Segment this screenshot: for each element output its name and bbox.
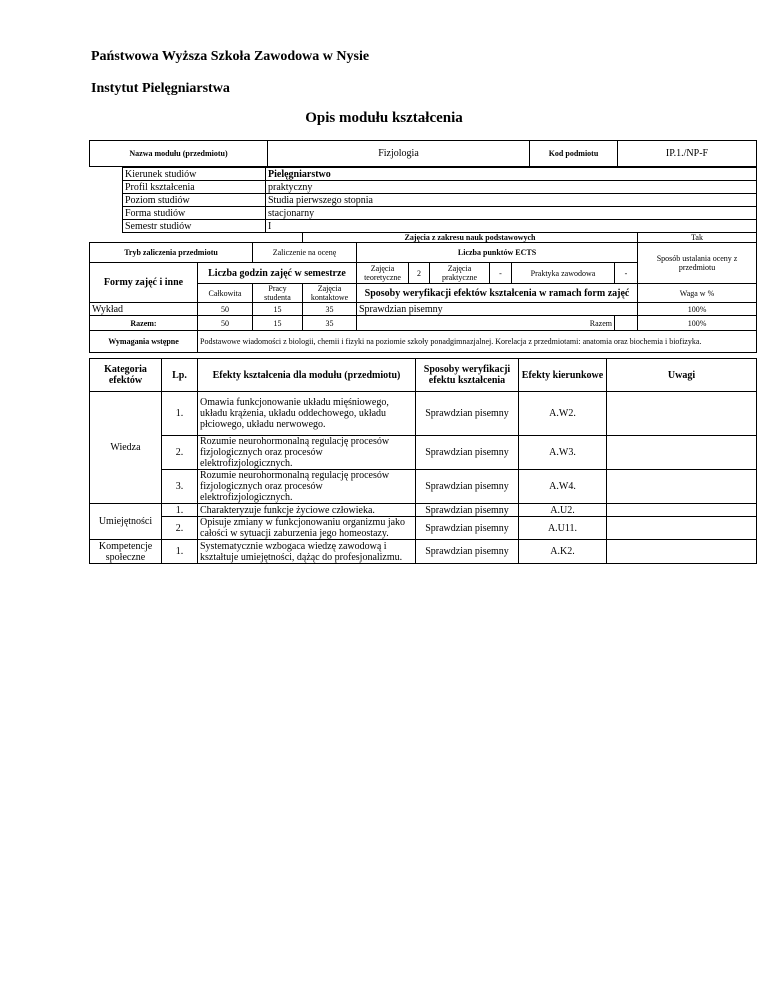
category-kompetencje: Kompetencje społeczne (90, 540, 162, 564)
tryb-label: Tryb zaliczenia przedmiotu (90, 243, 253, 263)
praktyczne-value: - (490, 263, 512, 284)
kontaktowe-label: Zajęcia kontaktowe (303, 284, 357, 303)
razem-label: Razem: (90, 316, 198, 331)
row-method: Sprawdzian pisemny (416, 470, 519, 504)
row-lp: 3. (162, 470, 198, 504)
praktyka-zawodowa-value: - (615, 263, 638, 284)
study-label: Semestr studiów (123, 220, 266, 233)
header-kategoria: Kategoria efektów (90, 359, 162, 392)
wyklad-kontakt: 35 (303, 303, 357, 316)
row-uwagi (607, 540, 757, 564)
table-row (90, 470, 757, 504)
hours-table (89, 232, 757, 353)
razem-pracy: 15 (253, 316, 303, 331)
row-code: A.K2. (519, 540, 607, 564)
row-code: A.W3. (519, 436, 607, 470)
row-code: A.W2. (519, 392, 607, 436)
category-umiejetnosci: Umiejętności (90, 504, 162, 540)
wyklad-label: Wykład (90, 303, 198, 316)
table-row (90, 517, 757, 540)
row-effect: Rozumie neurohormonalną regulację procesów fizjologicznych oraz procesów elektrofizjologicznych. (198, 470, 416, 504)
row-code: A.U11. (519, 517, 607, 540)
wyklad-pracy: 15 (253, 303, 303, 316)
study-value: Pielęgniarstwo (266, 168, 757, 181)
study-value: Studia pierwszego stopnia (266, 194, 757, 207)
wyklad-waga: 100% (638, 303, 757, 316)
row-effect: Systematycznie wzbogaca wiedzę zawodową i kształtuje umiejętności, dążąc do profesjonalizmu. (198, 540, 416, 564)
row-effect: Omawia funkcjonowanie układu mięśniowego, układu krążenia, układu oddechowego, układu płciowego, układu nerwowego. (198, 392, 416, 436)
row-lp: 2. (162, 436, 198, 470)
row-effect: Opisuje zmiany w funkcjonowaniu organizmu jako całości w sytuacji zaburzenia jego homeostazy. (198, 517, 416, 540)
wymagania-label: Wymagania wstępne (90, 331, 198, 353)
basic-sciences-label: Zajęcia z zakresu nauk podstawowych (303, 233, 638, 243)
category-wiedza: Wiedza (90, 392, 162, 504)
institute-name: Instytut Pielęgniarstwa (91, 81, 230, 96)
praktyka-zawodowa-label: Praktyka zawodowa (512, 263, 615, 284)
module-name-label: Nazwa modułu (przedmiotu) (90, 141, 268, 167)
teoretyczne-label: Zajęcia teoretyczne (357, 263, 409, 284)
table-row (90, 392, 757, 436)
wyklad-sposob: Sprawdzian pisemny (357, 303, 638, 316)
table-row (90, 540, 757, 564)
row-uwagi (607, 470, 757, 504)
document-title: Opis modułu kształcenia (305, 110, 463, 126)
row-uwagi (607, 392, 757, 436)
header-sposoby: Sposoby weryfikacji efektu kształcenia (416, 359, 519, 392)
sposoby-weryfikacji-label: Sposoby weryfikacji efektów kształcenia w ramach form zajęć (357, 284, 638, 303)
wyklad-calkowita: 50 (198, 303, 253, 316)
teoretyczne-value: 2 (409, 263, 430, 284)
study-value: I (266, 220, 757, 233)
waga-label: Waga w % (638, 284, 757, 303)
study-value: praktyczny (266, 181, 757, 194)
row-lp: 1. (162, 540, 198, 564)
header-lp: Lp. (162, 359, 198, 392)
pracy-studenta-label: Pracy studenta (253, 284, 303, 303)
row-lp: 1. (162, 392, 198, 436)
formy-label: Formy zajęć i inne (90, 263, 198, 303)
calkowita-label: Całkowita (198, 284, 253, 303)
row-effect: Charakteryzuje funkcje życiowe człowieka. (198, 504, 416, 517)
row-code: A.U2. (519, 504, 607, 517)
row-effect: Rozumie neurohormonalną regulację procesów fizjologicznych oraz procesów elektrofizjologicznych. (198, 436, 416, 470)
razem-suma-label: Razem (357, 316, 615, 331)
study-value: stacjonarny (266, 207, 757, 220)
razem-kontakt: 35 (303, 316, 357, 331)
praktyczne-label: Zajęcia praktyczne (430, 263, 490, 284)
row-uwagi (607, 504, 757, 517)
study-label: Kierunek studiów (123, 168, 266, 181)
study-label: Profil kształcenia (123, 181, 266, 194)
row-uwagi (607, 517, 757, 540)
row-method: Sprawdzian pisemny (416, 540, 519, 564)
razem-waga: 100% (638, 316, 757, 331)
liczba-godzin-label: Liczba godzin zajęć w semestrze (198, 263, 357, 284)
razem-calkowita: 50 (198, 316, 253, 331)
module-name-table (89, 140, 757, 167)
effects-table (89, 358, 757, 564)
row-method: Sprawdzian pisemny (416, 392, 519, 436)
table-row (90, 504, 757, 517)
wymagania-text: Podstawowe wiadomości z biologii, chemii i fizyki na poziomie szkoły ponadgimnazjalnej. Korelacja z przedmiotami: anatomia oraz biochemia i biofizyka. (198, 331, 757, 353)
table-row (90, 436, 757, 470)
ects-label: Liczba punktów ECTS (357, 243, 638, 263)
module-code-label: Kod podmiotu (530, 141, 618, 167)
row-method: Sprawdzian pisemny (416, 436, 519, 470)
header-kierunkowe: Efekty kierunkowe (519, 359, 607, 392)
row-method: Sprawdzian pisemny (416, 504, 519, 517)
row-lp: 1. (162, 504, 198, 517)
header-efekty: Efekty kształcenia dla modułu (przedmiotu) (198, 359, 416, 392)
school-name: Państwowa Wyższa Szkoła Zawodowa w Nysie (91, 49, 370, 64)
module-code-value: IP.1./NP-F (618, 141, 757, 167)
module-name-value: Fizjologia (268, 141, 530, 167)
row-method: Sprawdzian pisemny (416, 517, 519, 540)
tryb-value: Zaliczenie na ocenę (253, 243, 357, 263)
row-uwagi (607, 436, 757, 470)
row-code: A.W4. (519, 470, 607, 504)
sposob-ustalania-label: Sposób ustalania oceny z przedmiotu (638, 243, 757, 284)
study-info-table (122, 167, 757, 233)
header-uwagi: Uwagi (607, 359, 757, 392)
basic-sciences-value: Tak (638, 233, 757, 243)
study-label: Forma studiów (123, 207, 266, 220)
study-label: Poziom studiów (123, 194, 266, 207)
row-lp: 2. (162, 517, 198, 540)
